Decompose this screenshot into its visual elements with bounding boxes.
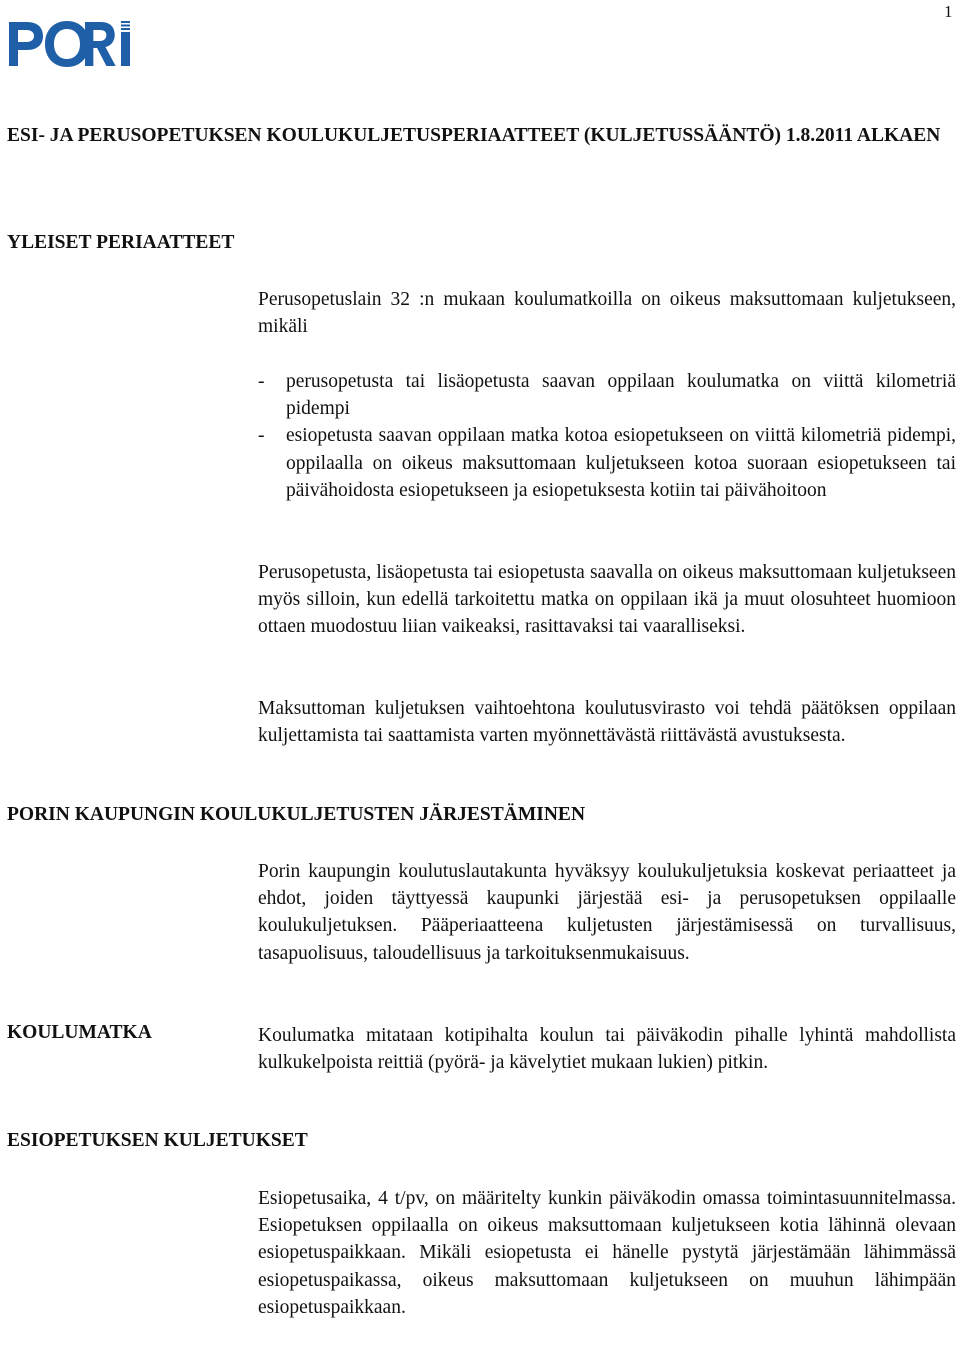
eligibility-list	[258, 368, 956, 504]
heading-general: YLEISET PERIAATTEET	[7, 232, 235, 253]
heading-organizing: PORIN KAUPUNGIN KOULUKULJETUSTEN JÄRJESTÄMINEN	[7, 804, 586, 825]
pori-logo-mark	[7, 18, 132, 70]
pori-logo	[7, 18, 132, 70]
school-trip-paragraph: Koulumatka mitataan kotipihalta koulun tai päiväkodin pihalle lyhintä mahdollista kulkukelpoista reittiä (pyörä- ja kävelytiet mukaan lukien) pitkin.	[258, 1025, 956, 1074]
heading-preschool-transport: ESIOPETUKSEN KULJETUKSET	[7, 1130, 308, 1151]
organizing-paragraph: Porin kaupungin koulutuslautakunta hyväksyy koulukuljetuksia koskevat periaatteet ja ehdot, joiden täyttyessä kaupunki järjestää esi- ja perusopetuksen oppilaalle koulukuljetuksen. Pääperiaatteena kuljetusten järjestämisessä on turvallisuus, tasapuolisuus, taloudellisuus ja tarkoituksenmukaisuus.	[258, 861, 956, 964]
document-title: ESI- JA PERUSOPETUKSEN KOULUKULJETUSPERIAATTEET (KULJETUSSÄÄNTÖ) 1.8.2011 ALKAEN	[7, 125, 941, 146]
preschool-transport-paragraph: Esiopetusaika, 4 t/pv, on määritelty kunkin päiväkodin omassa toimintasuunnitelmassa. Esiopetuksen oppilaalla on oikeus maksuttomaan kuljetukseen kotia lähinnä olevaan esiopetuspaikkaan. Mikäli esiopetusta ei hänelle pystytä järjestämään lähimmässä esiopetuspaikassa, oikeus maksuttomaan kuljetukseen on muuhun lähimpään esiopetuspaikkaan.	[258, 1188, 956, 1318]
general-paragraph-3: Maksuttoman kuljetuksen vaihtoehtona koulutusvirasto voi tehdä päätöksen oppilaan kuljettamista tai saattamista varten myönnettävästä riittävästä avustuksesta.	[258, 698, 956, 747]
list-item: - esiopetusta saavan oppilaan matka kotoa esiopetukseen on viittä kilometriä pidempi, oppilaalla on oikeus maksuttomaan kuljetukseen kotoa suoraan esiopetukseen tai päivähoidosta esiopetukseen ja esiopetuksesta kotiin tai päivähoitoon	[258, 425, 956, 501]
page-number: 1	[944, 2, 953, 21]
list-item: - perusopetusta tai lisäopetusta saavan oppilaan koulumatka on viittä kilometriä pidempi	[258, 371, 956, 420]
general-paragraph-2: Perusopetusta, lisäopetusta tai esiopetusta saavalla on oikeus maksuttomaan kuljetukseen myös silloin, kun edellä tarkoitettu matka on oppilaan ikä ja muut olosuhteet huomioon ottaen muodostuu liian vaikeaksi, rasittavaksi tai vaaralliseksi.	[258, 562, 956, 638]
heading-school-trip: KOULUMATKA	[7, 1022, 152, 1043]
general-intro: Perusopetuslain 32 :n mukaan koulumatkoilla on oikeus maksuttomaan kuljetukseen, mikäli	[258, 289, 956, 338]
